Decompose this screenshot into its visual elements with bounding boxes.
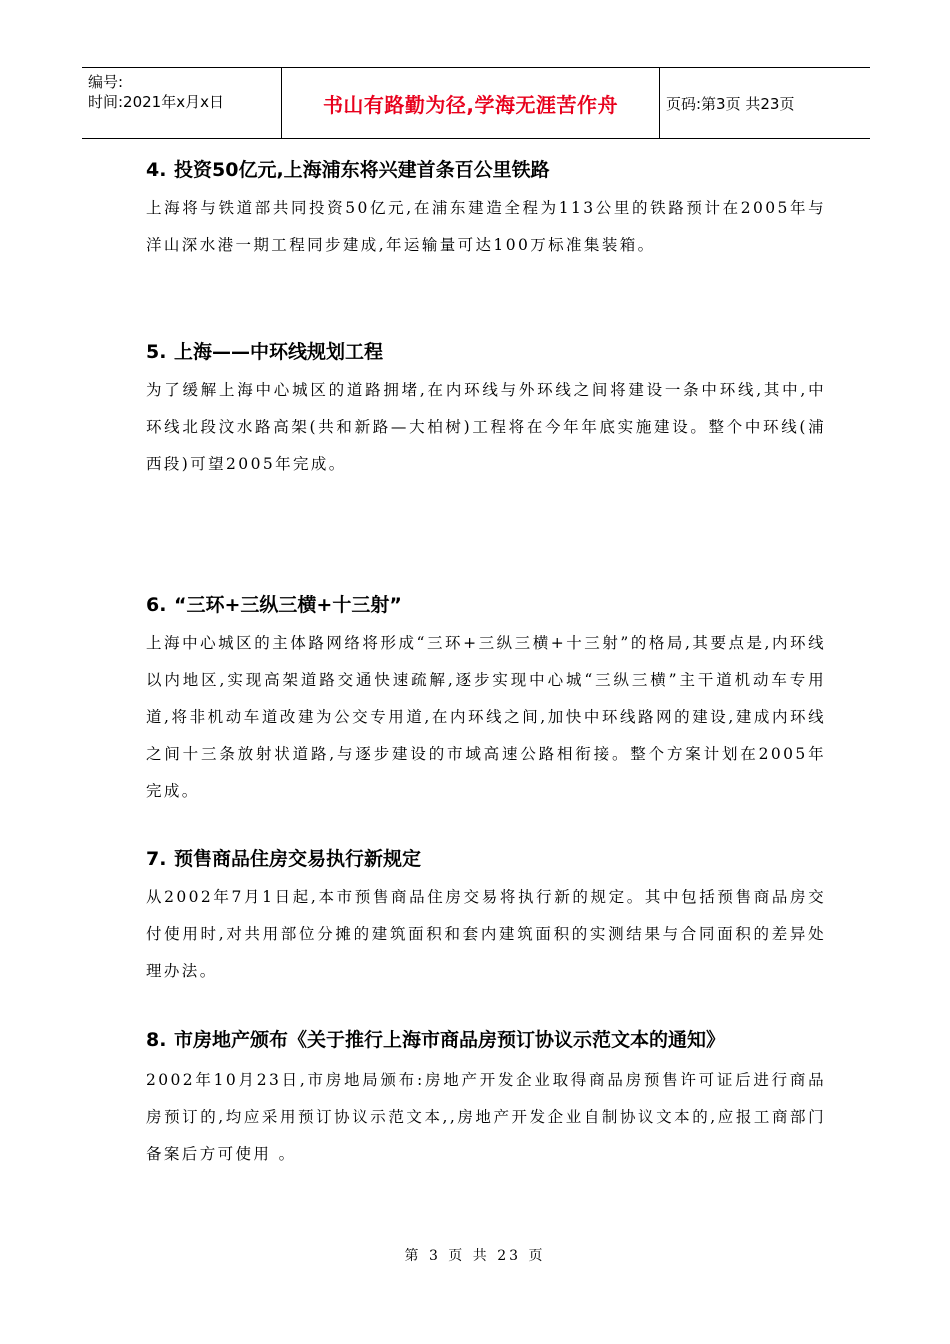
section-number: 6. — [146, 594, 167, 616]
section-8 — [146, 1022, 826, 1173]
section-6 — [146, 589, 826, 810]
serial-label: 编号: — [88, 73, 124, 91]
section-title: 上海——中环线规划工程 — [174, 341, 384, 363]
section-heading — [146, 589, 826, 621]
section-title: 投资50亿元,上海浦东将兴建首条百公里铁路 — [174, 159, 550, 181]
section-heading — [146, 1022, 826, 1058]
section-title: 市房地产颁布《关于推行上海市商品房预订协议示范文本的通知》 — [174, 1029, 726, 1051]
section-body: 为了缓解上海中心城区的道路拥堵,在内环线与外环线之间将建设一条中环线,其中,中环线北段汶水路高架(共和新路—大柏树)工程将在今年年底实施建设。整个中环线(浦西段)可望2005年完成。 — [146, 381, 826, 473]
section-5 — [146, 336, 826, 483]
section-body: 上海将与铁道部共同投资50亿元,在浦东建造全程为113公里的铁路预计在2005年与洋山深水港一期工程同步建成,年运输量可达100万标准集装箱。 — [146, 199, 826, 254]
page-header — [82, 67, 870, 139]
section-number: 8. — [146, 1029, 167, 1051]
section-heading — [146, 154, 826, 186]
section-heading — [146, 843, 826, 875]
section-7 — [146, 843, 826, 990]
section-title: “三环+三纵三横+十三射” — [174, 594, 402, 616]
section-body: 上海中心城区的主体路网络将形成“三环+三纵三横+十三射”的格局,其要点是,内环线以内地区,实现高架道路交通快速疏解,逐步实现中心城“三纵三横”主干道机动车专用道,将非机动车道改建为公交专用道,在内环线之间,加快中环线路网的建设,建成内环线之间十三条放射状道路,与逐步建设的市域高速公路相衔接。整个方案计划在2005年完成。 — [146, 634, 826, 800]
section-heading — [146, 336, 826, 368]
section-number: 7. — [146, 848, 167, 870]
section-title: 预售商品住房交易执行新规定 — [174, 848, 422, 870]
page-footer: 第 3 页 共 23 页 — [404, 1248, 546, 1264]
section-number: 4. — [146, 159, 167, 181]
header-page-info: 页码:第3页 共23页 — [666, 94, 795, 113]
time-label: 时间:2021年x月x日 — [88, 93, 224, 111]
section-number: 5. — [146, 341, 167, 363]
header-motto: 书山有路勤为径,学海无涯苦作舟 — [282, 68, 660, 138]
section-body: 2002年10月23日,市房地局颁布:房地产开发企业取得商品房预售许可证后进行商品房预订的,均应采用预订协议示范文本,,房地产开发企业自制协议文本的,应报工商部门备案后方可使用 。 — [146, 1071, 826, 1163]
header-meta-cell — [82, 68, 282, 138]
section-body: 从2002年7月1日起,本市预售商品住房交易将执行新的规定。其中包括预售商品房交付使用时,对共用部位分摊的建筑面积和套内建筑面积的实测结果与合同面积的差异处理办法。 — [146, 888, 826, 980]
section-4 — [146, 154, 826, 264]
